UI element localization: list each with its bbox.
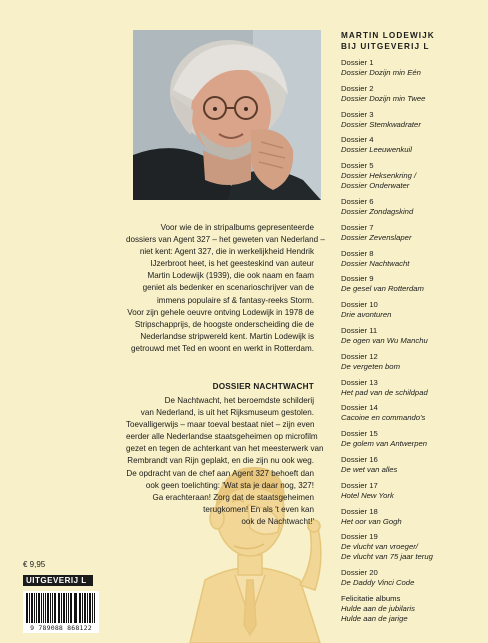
series-item-number: Dossier 5 (341, 161, 374, 171)
story-line: Toevalligerwijs – maar toeval bestaat niet – zijn even (126, 420, 315, 430)
story-line: eerder alle Nederlandse staatsgeheimen op microfilm (126, 432, 318, 442)
series-item-title: Cacoine en commando's (341, 413, 426, 423)
series-item-number: Dossier 8 (341, 248, 374, 258)
series-item (341, 135, 433, 155)
barcode-bar (71, 593, 72, 623)
bio-line: Stripschapprijs, de hoogste onderscheiding die de (134, 319, 314, 329)
series-item-number: Felicitatie albums (341, 593, 401, 603)
series-item-title: Hotel New York (341, 490, 394, 500)
series-item (341, 197, 433, 217)
author-portrait-illustration (133, 30, 321, 200)
series-list (341, 58, 433, 630)
author-biography (126, 222, 325, 355)
series-item-title: De vlucht van vroeger/ (341, 542, 418, 552)
barcode-bar (90, 593, 91, 623)
story-line: Rembrandt van Rijn geplakt, en die zijn nu ook weg. (127, 456, 314, 466)
bio-line: Voor zijn gehele oeuvre ontving Lodewijk in 1978 de (127, 307, 314, 317)
series-item (341, 403, 433, 423)
series-item-title: Hulde aan de jarige (341, 613, 408, 623)
series-item-title: De golem van Antwerpen (341, 439, 428, 449)
series-item (341, 507, 433, 527)
series-item-title: Dossier Nachtwacht (341, 258, 410, 268)
story-line: Ga erachteraan! Zorg dat de staatsgeheimen (152, 492, 314, 502)
author-photo (133, 30, 321, 200)
series-item-title: Dossier Zevenslaper (341, 232, 412, 242)
isbn-number: 9 789088 868122 (30, 624, 92, 632)
bio-line: IJzerbroot heet, is het geesteskind van auteur (150, 259, 314, 269)
series-item-number: Dossier 19 (341, 532, 378, 542)
series-item-title: Dossier Leeuwenkuil (341, 145, 412, 155)
story-line: ook geen toelichting: 'Wat sta je daar nog, 327! (145, 480, 314, 490)
barcode-bar (55, 593, 56, 623)
series-item (341, 249, 433, 269)
series-item-number: Dossier 18 (341, 506, 378, 516)
series-item-title: De wet van alles (341, 464, 398, 474)
series-item-title: De Daddy Vinci Code (341, 578, 415, 588)
series-item-number: Dossier 4 (341, 135, 374, 145)
series-item-title: De gesel van Rotterdam (341, 284, 424, 294)
series-item-title: Het oor van Gogh (341, 516, 402, 526)
story-line: ook de Nachtwacht!' (241, 516, 314, 526)
series-item (341, 532, 433, 562)
barcode-bar (61, 593, 62, 623)
series-item (341, 352, 433, 372)
bio-line: geniet als bedenker en scenarioschrijver van de (142, 283, 314, 293)
barcode-bar (66, 593, 67, 623)
series-item-number: Dossier 11 (341, 325, 378, 335)
series-item-title: Hulde aan de jubilaris (341, 603, 415, 613)
series-item (341, 84, 433, 104)
barcode-bar (94, 593, 95, 623)
bio-line: getrouwd met Ted en woont en werkt in Rotterdam. (131, 343, 314, 353)
series-item-title: Dossier Dozijn min Eén (341, 68, 421, 77)
series-item (341, 429, 433, 449)
barcode-bar (80, 593, 81, 623)
series-item-title: De vlucht van 75 jaar terug (341, 552, 433, 562)
barcode-bar (43, 593, 44, 623)
series-item (341, 58, 433, 78)
story-line: van Nederland, is uit het Rijksmuseum gestolen. (140, 408, 314, 418)
bio-line: dossiers van Agent 327 – het geweten van Nederland – (126, 235, 325, 245)
series-item-number: Dossier 17 (341, 480, 378, 490)
series-item-title: Het pad van de schildpad (341, 387, 428, 397)
series-item-title: Dossier Dozijn min Twee (341, 93, 426, 103)
series-item-number: Dossier 15 (341, 429, 378, 439)
series-item-number: Dossier 10 (341, 300, 378, 310)
series-item-title: Drie avonturen (341, 310, 392, 320)
story-line: terugkomen! En als 't even kan (203, 504, 314, 514)
series-item (341, 568, 433, 588)
barcode-bar (50, 593, 51, 623)
bio-line: Voor wie de in stripalbums gepresenteerde (160, 223, 314, 232)
series-item-number: Dossier 3 (341, 109, 374, 119)
story-line: De opdracht van de chef aan Agent 327 behoeft dan (126, 468, 314, 478)
series-heading-line: MARTIN LODEWIJK (341, 31, 435, 40)
series-item (341, 274, 433, 294)
story-line: gezet en tegen de achterkant van het meesterwerk van (126, 444, 324, 454)
bio-line: Martin Lodewijk (1939), die ook naam en faam (147, 271, 314, 281)
barcode-bar (29, 593, 30, 623)
story-synopsis (126, 395, 324, 528)
story-line: De Nachtwacht, het beroemdste schilderij (164, 396, 314, 405)
series-item-title: Dossier Zondagskind (341, 206, 414, 216)
series-item-number: Dossier 20 (341, 568, 378, 578)
series-item (341, 594, 433, 624)
bio-line: immens populaire sf & fantasy-reeks Storm. (157, 295, 314, 305)
series-item-number: Dossier 9 (341, 274, 374, 284)
isbn-barcode (23, 591, 99, 633)
publisher-logo: UITGEVERIJ L (23, 575, 93, 586)
series-item (341, 455, 433, 475)
series-item-number: Dossier 13 (341, 377, 378, 387)
price-label: € 9,95 (23, 560, 46, 569)
series-item (341, 223, 433, 243)
series-item-title: De ogen van Wu Manchu (341, 335, 428, 345)
barcode-bars (26, 593, 96, 623)
series-item (341, 300, 433, 320)
series-heading-line: BIJ UITGEVERIJ L (341, 42, 430, 51)
series-item-number: Dossier 7 (341, 222, 374, 232)
series-item (341, 110, 433, 130)
series-item (341, 378, 433, 398)
series-item (341, 161, 433, 191)
series-item-number: Dossier 6 (341, 196, 374, 206)
series-heading (341, 30, 435, 52)
series-item-title: Dossier Onderwater (341, 181, 410, 191)
bio-line: niet kent: Agent 327, die in werkelijkheid Hendrik (139, 247, 314, 257)
series-item-number: Dossier 14 (341, 403, 378, 413)
series-item-title: Dossier Heksenkring / (341, 171, 417, 181)
series-item (341, 481, 433, 501)
series-item (341, 326, 433, 346)
story-heading: DOSSIER NACHTWACHT (212, 382, 314, 391)
barcode-bar (34, 593, 35, 623)
series-item-number: Dossier 12 (341, 351, 378, 361)
barcode-bar (85, 593, 86, 623)
series-item-number: Dossier 16 (341, 454, 378, 464)
series-item-title: Dossier Stemkwadrater (341, 119, 421, 129)
series-item-number: Dossier 1 (341, 58, 374, 67)
bio-line: Nederlandse stripwereld kent. Martin Lodewijk is (140, 331, 314, 341)
series-item-title: De vergeten bom (341, 361, 400, 371)
series-item-number: Dossier 2 (341, 83, 374, 93)
